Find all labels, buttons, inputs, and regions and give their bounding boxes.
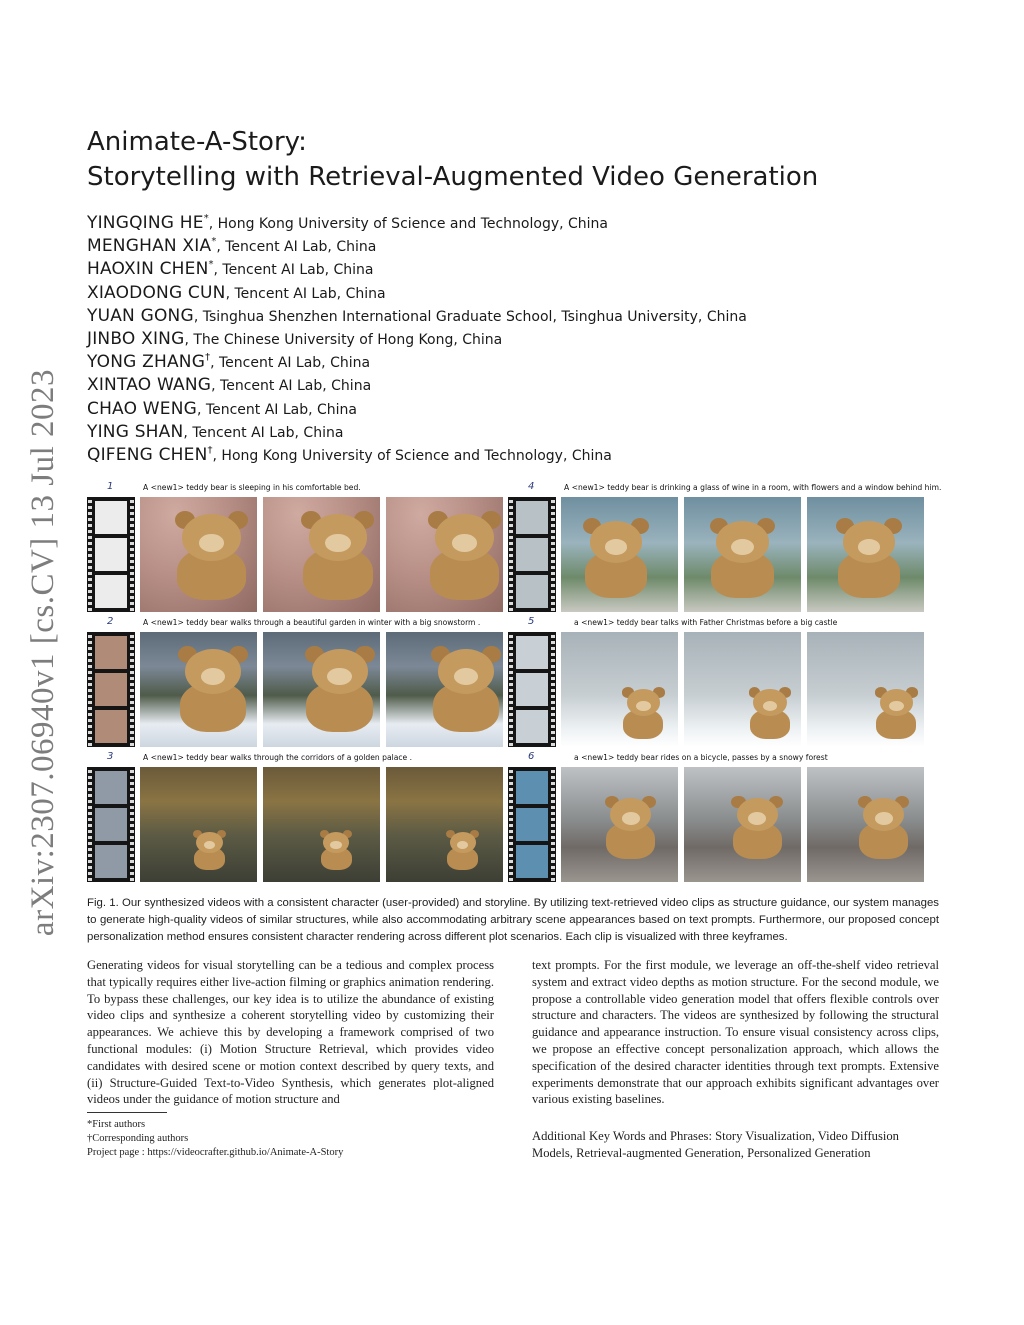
keyframe (140, 497, 257, 612)
keyframe (561, 497, 678, 612)
author-name: YUAN GONG (87, 305, 194, 326)
panel-number: 3 (107, 751, 114, 762)
teddy-bear-figure (292, 511, 380, 601)
panel-prompt: A <new1> teddy bear is drinking a glass of wine in a room, with flowers and a window behind him. (564, 483, 942, 492)
teddy-bear-figure (617, 687, 670, 739)
author-affiliation: , Tencent AI Lab, China (183, 424, 344, 441)
teddy-bear-figure (422, 646, 503, 732)
teddy-bear-figure (316, 830, 357, 870)
keyframe (807, 632, 924, 747)
panel-prompt: a <new1> teddy bear rides on a bicycle, passes by a snowy forest (574, 753, 828, 762)
teddy-bear-figure (598, 796, 662, 859)
keyframe (807, 767, 924, 882)
author-affiliation: , Hong Kong University of Science and Technology, China (212, 447, 612, 464)
film-sprocket-holes (88, 632, 92, 747)
filmstrip-frame (95, 538, 127, 571)
figure-teaser (87, 480, 942, 885)
film-sprocket-holes (509, 767, 513, 882)
teddy-bear-figure (189, 830, 230, 870)
author-entry (87, 230, 947, 257)
teddy-bear-figure (851, 796, 915, 859)
film-sprocket-holes (88, 767, 92, 882)
filmstrip-frame (95, 501, 127, 534)
film-sprocket-holes (130, 767, 134, 882)
keyframe (807, 497, 924, 612)
author-affiliation: , Tencent AI Lab, China (225, 285, 386, 302)
teddy-bear-figure (702, 518, 784, 599)
keywords: Additional Key Words and Phrases: Story Visualization, Video Diffusion Models, Retrieval-augmented Generation, Personalized Generation (532, 1129, 899, 1160)
filmstrip-frame (516, 636, 548, 669)
reference-filmstrip (508, 497, 556, 612)
author-entry (87, 277, 947, 303)
teddy-bear-figure (725, 796, 789, 859)
film-sprocket-holes (88, 497, 92, 612)
author-mark: * (208, 259, 214, 271)
keyframe (684, 767, 801, 882)
film-sprocket-holes (509, 632, 513, 747)
arxiv-sidebar-stamp (22, 362, 66, 942)
footnote-rule (87, 1112, 167, 1113)
keyframe (684, 632, 801, 747)
figure-panel (87, 480, 507, 610)
panel-number: 5 (528, 616, 535, 627)
filmstrip-frame (516, 538, 548, 571)
author-mark: * (203, 213, 209, 224)
arxiv-id: arXiv:2307.06940v1 [cs.CV] 13 Jul 2023 (25, 368, 62, 936)
film-sprocket-holes (551, 632, 555, 747)
title-line-2: Storytelling with Retrieval-Augmented Video Generation (87, 162, 819, 192)
filmstrip-frame (516, 771, 548, 804)
keyframe (263, 632, 380, 747)
filmstrip-frame (516, 673, 548, 706)
filmstrip-frame (516, 845, 548, 878)
panel-number: 6 (528, 751, 535, 762)
author-entry (87, 393, 947, 419)
title-line-1: Animate-A-Story: (87, 127, 307, 157)
filmstrip-frame (95, 808, 127, 841)
keyframe (263, 767, 380, 882)
filmstrip-frame (95, 845, 127, 878)
teddy-bear-figure (828, 518, 910, 599)
keyframe (140, 632, 257, 747)
author-affiliation: , Tencent AI Lab, China (213, 262, 374, 279)
figure-caption: Fig. 1. Our synthesized videos with a consistent character (user-provided) and storyline. By utilizing text-retrieved video clips as structure guidance, our system manages to generate high-quality videos of similar structures, while also accommodating arbitrary scene appearances based on text prompts. Furthermore, our proposed concept personalization method ensures consistent character rendering across different plot scenarios. Each clip is visualized with three keyframes. (87, 897, 939, 943)
author-affiliation: , Tencent AI Lab, China (210, 355, 371, 372)
author-affiliation: , The Chinese University of Hong Kong, China (184, 331, 503, 348)
paper-title (87, 125, 947, 195)
film-sprocket-holes (551, 497, 555, 612)
filmstrip-frame (95, 710, 127, 743)
author-name: YING SHAN (87, 421, 184, 442)
author-name: HAOXIN CHEN (87, 259, 209, 280)
author-name: MENGHAN XIA (87, 236, 212, 257)
footnote-first-authors: *First authors (87, 1119, 146, 1130)
filmstrip-frame (516, 808, 548, 841)
keyframe (386, 632, 503, 747)
abstract-column-left: Generating videos for visual storytelling can be a tedious and complex process that typically requires either live-action filming or graphics animation rendering. To bypass these challenges, our key idea is to utilize the abundance of existing video clips and synthesize a coherent storytelling video by customizing their appearances. We achieve this by developing a framework comprised of two functional modules: (i) Motion Structure Retrieval, which provides video candidates with desired scene or motion context described by query texts, and (ii) Structure-Guided Text-to-Video Synthesis, which generates plot-aligned videos under the guidance of motion structure and (87, 958, 494, 1107)
panel-prompt: A <new1> teddy bear walks through a beautiful garden in winter with a big snowstorm . (143, 618, 481, 627)
author-mark: * (211, 236, 217, 248)
reference-filmstrip (508, 632, 556, 747)
panel-prompt: a <new1> teddy bear talks with Father Christmas before a big castle (574, 618, 838, 627)
author-entry (87, 253, 947, 280)
filmstrip-frame (516, 501, 548, 534)
teddy-bear-figure (442, 830, 483, 870)
keyframe (386, 497, 503, 612)
author-name: YINGQING HE (87, 213, 204, 233)
teddy-bear-figure (575, 518, 657, 599)
figure-panel (508, 750, 928, 880)
teddy-bear-figure (166, 511, 257, 601)
filmstrip-frame (516, 710, 548, 743)
panel-number: 1 (107, 481, 114, 492)
filmstrip-frame (95, 636, 127, 669)
teddy-bear-figure (296, 646, 380, 732)
keyframe (561, 767, 678, 882)
keyframe (684, 497, 801, 612)
panel-number: 2 (107, 616, 114, 627)
reference-filmstrip (87, 497, 135, 612)
panel-prompt: A <new1> teddy bear walks through the corridors of a golden palace . (143, 753, 413, 762)
panel-number: 4 (528, 481, 535, 492)
film-sprocket-holes (551, 767, 555, 882)
footnote-corresponding: †Corresponding authors (87, 1133, 189, 1145)
abstract-column-right: text prompts. For the first module, we leverage an off-the-shelf video retrieval system and extract video depths as motion structure. For the second module, we propose a controllable video generation model that offers flexible controls over structure and characters. The videos are synthesized by following the structural guidance and appearance instruction. To ensure visual consistency across clips, we propose an effective concept personalization approach, which allows the specification of the desired character identities through text prompts. Extensive experiments demonstrate that our approach exhibits significant advantages over various existing baselines. (532, 958, 939, 1107)
filmstrip-frame (95, 673, 127, 706)
author-entry (87, 439, 947, 465)
teddy-bear-figure (419, 511, 503, 601)
author-affiliation: , Tsinghua Shenzhen International Graduate School, Tsinghua University, China (193, 308, 747, 325)
reference-filmstrip (87, 767, 135, 882)
author-name: QIFENG CHEN (87, 444, 208, 465)
keyframe (263, 497, 380, 612)
film-sprocket-holes (130, 632, 134, 747)
author-mark: † (207, 444, 213, 456)
figure-panel (87, 615, 507, 745)
author-name: XINTAO WANG (87, 375, 212, 396)
author-list (87, 207, 947, 465)
filmstrip-frame (516, 575, 548, 608)
author-mark: † (205, 352, 211, 364)
figure-panel (87, 750, 507, 880)
filmstrip-frame (95, 575, 127, 608)
author-entry (87, 207, 947, 233)
filmstrip-frame (95, 771, 127, 804)
author-name: JINBO XING (87, 328, 185, 349)
keyframe (561, 632, 678, 747)
author-name: CHAO WENG (87, 398, 198, 419)
teddy-bear-figure (744, 687, 797, 739)
teddy-bear-figure (870, 687, 923, 739)
teddy-bear-figure (169, 646, 257, 732)
author-affiliation: , Tencent AI Lab, China (211, 378, 372, 395)
author-entry (87, 346, 947, 373)
author-affiliation: , Tencent AI Lab, China (197, 401, 358, 418)
film-sprocket-holes (130, 497, 134, 612)
author-affiliation: , Tencent AI Lab, China (216, 239, 377, 256)
film-sprocket-holes (509, 497, 513, 612)
keyframe (140, 767, 257, 882)
author-entry (87, 300, 947, 326)
author-affiliation: , Hong Kong University of Science and Technology, China (208, 216, 609, 232)
keyframe (386, 767, 503, 882)
author-entry (87, 416, 947, 442)
footnote-project-page: Project page : https://videocrafter.github.io/Animate-A-Story (87, 1147, 344, 1159)
reference-filmstrip (508, 767, 556, 882)
author-name: XIAODONG CUN (87, 282, 226, 303)
footnotes (87, 1118, 507, 1161)
author-entry (87, 369, 947, 396)
figure-panel (508, 480, 942, 610)
figure-panel (508, 615, 928, 745)
author-entry (87, 323, 947, 349)
author-name: YONG ZHANG (87, 352, 206, 373)
panel-prompt: A <new1> teddy bear is sleeping in his comfortable bed. (143, 483, 361, 492)
reference-filmstrip (87, 632, 135, 747)
